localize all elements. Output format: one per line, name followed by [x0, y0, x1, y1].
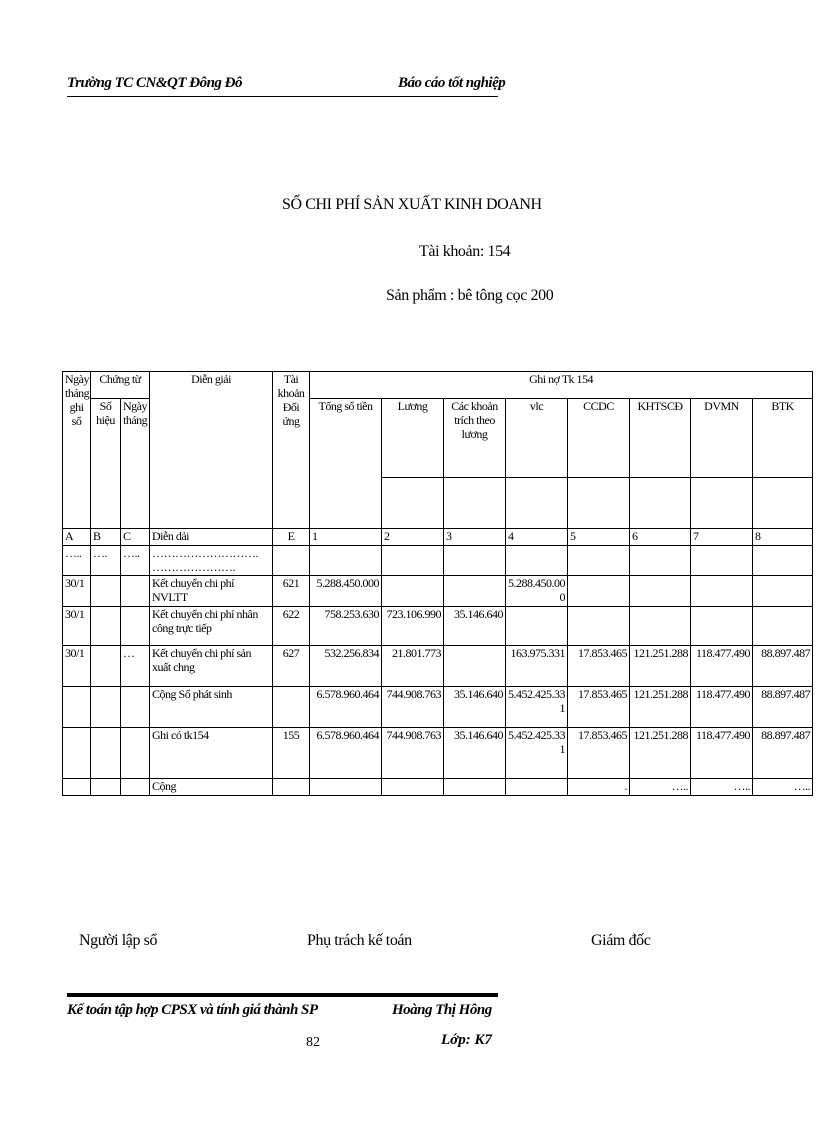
table-cell	[121, 687, 150, 728]
table-cell	[444, 576, 506, 607]
table-cell: 17.853.465	[568, 646, 630, 687]
table-cell	[121, 576, 150, 607]
product-label: Sản phẩm : bê tông cọc 200	[386, 287, 554, 304]
table-cell: 88.897.487	[753, 728, 813, 779]
table-cell: …..	[691, 779, 753, 796]
table-cell	[91, 646, 121, 687]
table-cell: 35.146.640	[444, 687, 506, 728]
table-cell: 118.477.490	[691, 646, 753, 687]
table-cell: Diễn dải	[150, 529, 273, 546]
header-school: Trường TC CN&QT Đông Đô	[67, 75, 242, 91]
table-cell	[310, 546, 382, 576]
ledger-title: SỔ CHI PHÍ SẢN XUẤT KINH DOANH	[282, 196, 542, 213]
table-cell: Kết chuyển chi phí NVLTT	[150, 576, 273, 607]
col-acct-header: Tài khoản Đối ứng	[273, 372, 310, 529]
table-cell: 35.146.640	[444, 728, 506, 779]
blank-cell	[630, 478, 691, 529]
table-row	[63, 576, 813, 607]
table-row	[63, 607, 813, 646]
footer-author: Hoàng Thị Hông	[392, 1002, 492, 1018]
table-cell	[691, 607, 753, 646]
table-cell: 6	[630, 529, 691, 546]
table-cell: Kết chuyển chi phí sản xuất chng	[150, 646, 273, 687]
table-cell: 1	[310, 529, 382, 546]
table-cell	[91, 687, 121, 728]
table-cell: 121.251.288	[630, 646, 691, 687]
table-cell: ………………………. ………………….	[150, 546, 273, 576]
header-divider	[67, 96, 498, 97]
col-khtscd-header: KHTSCĐ	[630, 399, 691, 478]
blank-cell	[753, 478, 813, 529]
table-cell: 88.897.487	[753, 687, 813, 728]
table-cell	[506, 607, 568, 646]
ledger-table	[62, 371, 813, 796]
table-cell	[273, 687, 310, 728]
col-total-header: Tổng số tiền	[310, 399, 382, 529]
footer-topic: Kế toán tập hợp CPSX và tính giá thành SP	[67, 1002, 318, 1018]
table-cell	[310, 779, 382, 796]
table-cell: …..	[121, 546, 150, 576]
table-cell	[753, 576, 813, 607]
table-cell	[568, 546, 630, 576]
col-voucher-header: Chứng từ	[91, 372, 150, 399]
table-cell: 155	[273, 728, 310, 779]
col-date-header: Ngày tháng ghi sổ	[63, 372, 91, 529]
table-cell: B	[91, 529, 121, 546]
footer-class: Lớp: K7	[441, 1032, 492, 1048]
table-cell: Cộng	[150, 779, 273, 796]
table-cell: 163.975.331	[506, 646, 568, 687]
table-cell: …..	[630, 779, 691, 796]
table-cell: Ghi có tk154	[150, 728, 273, 779]
blank-cell	[382, 478, 444, 529]
table-cell: 88.897.487	[753, 646, 813, 687]
table-cell	[91, 576, 121, 607]
table-cell	[121, 728, 150, 779]
table-cell	[691, 546, 753, 576]
table-cell: 21.801.773	[382, 646, 444, 687]
col-vlc-header: vlc	[506, 399, 568, 478]
table-cell	[382, 576, 444, 607]
table-cell: E	[273, 529, 310, 546]
table-cell	[91, 779, 121, 796]
table-cell: 627	[273, 646, 310, 687]
table-cell: 8	[753, 529, 813, 546]
table-cell	[91, 607, 121, 646]
table-cell	[273, 546, 310, 576]
table-cell: 723.106.990	[382, 607, 444, 646]
table-cell: 17.853.465	[568, 687, 630, 728]
col-deduct-header: Các khoản trích theo lương	[444, 399, 506, 478]
table-cell: 118.477.490	[691, 728, 753, 779]
table-cell: 4	[506, 529, 568, 546]
table-cell	[63, 728, 91, 779]
signature-chief-accountant: Phụ trách kế toán	[307, 932, 412, 949]
table-cell: 121.251.288	[630, 728, 691, 779]
table-cell: 532.256.834	[310, 646, 382, 687]
table-cell	[568, 576, 630, 607]
table-cell	[691, 576, 753, 607]
table-row	[63, 687, 813, 728]
account-label: Tài khoản: 154	[419, 243, 511, 260]
table-cell: 5.288.450.000	[506, 576, 568, 607]
col-desc-header: Diễn giải	[150, 372, 273, 529]
table-row	[63, 728, 813, 779]
table-cell: 30/1	[63, 576, 91, 607]
table-cell: 3	[444, 529, 506, 546]
table-cell	[63, 779, 91, 796]
table-cell: 744.908.763	[382, 728, 444, 779]
col-voucher-no-header: Số hiệu	[91, 399, 121, 529]
placeholder-row	[63, 546, 813, 576]
table-cell: 5	[568, 529, 630, 546]
table-cell	[121, 779, 150, 796]
signature-director: Giám đốc	[591, 932, 651, 949]
table-row	[63, 779, 813, 796]
table-cell	[63, 687, 91, 728]
table-cell: 622	[273, 607, 310, 646]
table-cell: 6.578.960.464	[310, 687, 382, 728]
col-voucher-date-header: Ngày tháng	[121, 399, 150, 529]
table-cell: 621	[273, 576, 310, 607]
table-cell: 5.452.425.331	[506, 728, 568, 779]
table-cell	[91, 728, 121, 779]
blank-cell	[444, 478, 506, 529]
ledger-body	[63, 529, 813, 796]
table-cell: …..	[63, 546, 91, 576]
table-cell	[506, 546, 568, 576]
table-cell	[444, 546, 506, 576]
table-cell: 17.853.465	[568, 728, 630, 779]
table-cell	[444, 646, 506, 687]
table-cell: Kết chuyển chi phí nhân công trực tiếp	[150, 607, 273, 646]
table-cell: 118.477.490	[691, 687, 753, 728]
table-cell	[753, 607, 813, 646]
table-cell: 121.251.288	[630, 687, 691, 728]
table-cell: ….	[91, 546, 121, 576]
header-row-1	[63, 372, 813, 399]
table-cell: 2	[382, 529, 444, 546]
table-cell: 758.253.630	[310, 607, 382, 646]
signature-preparer: Người lập sổ	[79, 932, 158, 949]
table-cell	[506, 779, 568, 796]
table-row	[63, 646, 813, 687]
table-cell: .	[568, 779, 630, 796]
table-cell: 30/1	[63, 607, 91, 646]
page-number: 82	[306, 1035, 320, 1050]
blank-cell	[506, 478, 568, 529]
table-cell: 744.908.763	[382, 687, 444, 728]
code-row	[63, 529, 813, 546]
table-cell	[121, 607, 150, 646]
table-cell	[630, 607, 691, 646]
table-cell: 5.288.450.000	[310, 576, 382, 607]
table-cell: 30/1	[63, 646, 91, 687]
table-cell	[753, 546, 813, 576]
table-cell: 35.146.640	[444, 607, 506, 646]
table-cell	[568, 607, 630, 646]
col-dvmn-header: DVMN	[691, 399, 753, 478]
blank-cell	[568, 478, 630, 529]
table-cell: …..	[753, 779, 813, 796]
table-cell	[382, 546, 444, 576]
table-cell	[630, 576, 691, 607]
table-cell	[382, 779, 444, 796]
blank-cell	[691, 478, 753, 529]
col-btk-header: BTK	[753, 399, 813, 478]
table-cell: A	[63, 529, 91, 546]
table-cell: C	[121, 529, 150, 546]
header-report-title: Báo cáo tốt nghiệp	[398, 75, 506, 91]
table-cell	[444, 779, 506, 796]
col-salary-header: Lương	[382, 399, 444, 478]
table-cell	[630, 546, 691, 576]
table-cell: …	[121, 646, 150, 687]
table-cell	[273, 779, 310, 796]
col-debit-header: Ghi nợ Tk 154	[310, 372, 813, 399]
table-cell: Cộng Số phát sinh	[150, 687, 273, 728]
table-cell: 5.452.425.331	[506, 687, 568, 728]
table-cell: 6.578.960.464	[310, 728, 382, 779]
footer-divider	[67, 993, 498, 997]
table-cell: 7	[691, 529, 753, 546]
col-ccdc-header: CCDC	[568, 399, 630, 478]
